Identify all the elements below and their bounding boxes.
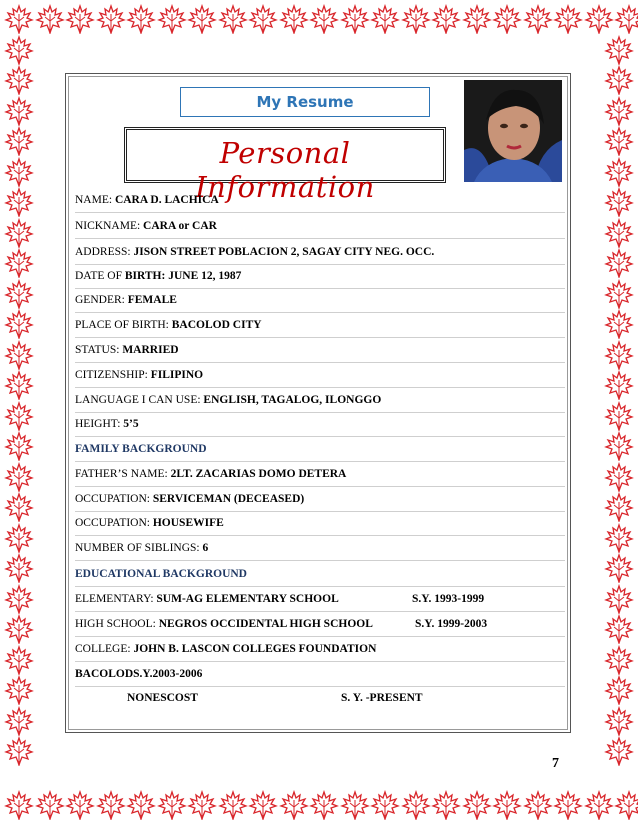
field-value: CARA D. LACHICA <box>114 194 219 206</box>
field-nonescost <box>75 686 565 710</box>
field-label: STATUS: <box>75 344 123 356</box>
maple-leaf-icon <box>248 790 278 820</box>
maple-leaf-icon <box>614 790 638 820</box>
maple-leaf-icon <box>4 35 34 65</box>
maple-leaf-icon <box>35 4 65 34</box>
maple-leaf-icon <box>370 790 400 820</box>
maple-leaf-icon <box>4 65 34 95</box>
maple-leaf-icon <box>401 4 431 34</box>
field-label: ELEMENTARY: <box>75 593 157 605</box>
maple-leaf-icon <box>604 736 634 766</box>
maple-leaf-icon <box>604 401 634 431</box>
school-year: S.Y. 1999-2003 <box>415 618 488 630</box>
maple-leaf-icon <box>604 462 634 492</box>
field-value: MARRIED <box>122 344 179 356</box>
maple-leaf-icon <box>604 492 634 522</box>
field-value: 5’5 <box>123 418 139 430</box>
field-value: BACOLODS.Y.2003-2006 <box>75 668 203 680</box>
field-occupation-father <box>75 487 565 512</box>
maple-leaf-icon <box>4 706 34 736</box>
field-citizenship <box>75 363 565 388</box>
maple-leaf-icon <box>604 584 634 614</box>
maple-leaf-icon <box>431 790 461 820</box>
maple-leaf-icon <box>279 4 309 34</box>
field-label: HIGH SCHOOL: <box>75 618 159 630</box>
field-value: HOUSEWIFE <box>152 517 224 529</box>
maple-leaf-icon <box>604 614 634 644</box>
maple-leaf-icon <box>604 523 634 553</box>
school-year: S.Y. 1993-1999 <box>412 593 485 605</box>
maple-leaf-icon <box>35 790 65 820</box>
maple-leaf-icon <box>492 4 522 34</box>
maple-leaf-icon <box>187 4 217 34</box>
maple-leaf-icon <box>584 790 614 820</box>
field-label: OCCUPATION: <box>75 517 153 529</box>
maple-leaf-icon <box>492 790 522 820</box>
maple-leaf-icon <box>604 431 634 461</box>
maple-leaf-icon <box>462 4 492 34</box>
maple-leaf-icon <box>604 340 634 370</box>
field-status <box>75 338 565 363</box>
field-label: HEIGHT: <box>75 418 124 430</box>
field-value: BIRTH: JUNE 12, 1987 <box>124 270 242 282</box>
field-value: NONESCOST <box>127 692 198 704</box>
field-value: ENGLISH, TAGALOG, ILONGGO <box>203 394 382 406</box>
maple-leaf-icon <box>604 187 634 217</box>
field-fathers-name <box>75 462 565 487</box>
field-value: SUM-AG ELEMENTARY SCHOOL <box>156 593 339 605</box>
maple-leaf-icon <box>604 706 634 736</box>
maple-leaf-icon <box>604 35 634 65</box>
maple-leaf-icon <box>604 157 634 187</box>
field-label: OCCUPATION: <box>75 493 153 505</box>
field-number-of-siblings <box>75 536 565 561</box>
field-elementary <box>75 587 565 612</box>
field-address <box>75 240 565 265</box>
field-label: DATE OF <box>75 270 125 282</box>
maple-leaf-icon <box>4 790 34 820</box>
field-value: BACOLOD CITY <box>171 319 262 331</box>
maple-leaf-icon <box>126 4 156 34</box>
educational-background-heading: EDUCATIONAL BACKGROUND <box>75 562 565 587</box>
field-label: NUMBER OF SIBLINGS: <box>75 542 203 554</box>
maple-leaf-icon <box>4 462 34 492</box>
maple-leaf-icon <box>431 4 461 34</box>
field-value: 2LT. ZACARIAS DOMO DETERA <box>170 468 347 480</box>
maple-leaf-icon <box>4 96 34 126</box>
maple-leaf-icon <box>604 645 634 675</box>
maple-leaf-icon <box>584 4 614 34</box>
maple-leaf-icon <box>218 790 248 820</box>
maple-leaf-icon <box>523 4 553 34</box>
field-value: JOHN B. LASCON COLLEGES FOUNDATION <box>133 643 377 655</box>
profile-photo <box>464 80 562 182</box>
maple-leaf-icon <box>604 126 634 156</box>
maple-leaf-icon <box>523 790 553 820</box>
field-name <box>75 188 565 213</box>
maple-leaf-icon <box>157 4 187 34</box>
maple-leaf-icon <box>604 248 634 278</box>
field-label: GENDER: <box>75 294 128 306</box>
maple-leaf-icon <box>4 279 34 309</box>
maple-leaf-icon <box>4 584 34 614</box>
field-label: ADDRESS: <box>75 246 134 258</box>
maple-leaf-icon <box>604 309 634 339</box>
maple-leaf-icon <box>604 279 634 309</box>
family-background-heading: FAMILY BACKGROUND <box>75 437 565 462</box>
maple-leaf-icon <box>4 370 34 400</box>
field-college <box>75 637 565 662</box>
maple-leaf-icon <box>187 790 217 820</box>
maple-leaf-icon <box>4 187 34 217</box>
field-nickname <box>75 214 565 239</box>
maple-leaf-icon <box>309 4 339 34</box>
maple-leaf-icon <box>279 790 309 820</box>
maple-leaf-icon <box>65 790 95 820</box>
maple-leaf-icon <box>4 736 34 766</box>
field-value: SERVICEMAN (DECEASED) <box>152 493 305 505</box>
field-date-of-birth <box>75 264 565 289</box>
maple-leaf-icon <box>65 4 95 34</box>
maple-leaf-icon <box>4 4 34 34</box>
field-college-line2 <box>75 662 565 687</box>
page-number: 7 <box>552 756 559 771</box>
field-value: 6 <box>202 542 209 554</box>
field-place-of-birth <box>75 313 565 338</box>
field-label: FATHER’S NAME: <box>75 468 171 480</box>
maple-leaf-icon <box>4 645 34 675</box>
field-label: COLLEGE: <box>75 643 134 655</box>
maple-leaf-icon <box>370 4 400 34</box>
maple-leaf-icon <box>157 790 187 820</box>
maple-leaf-icon <box>4 401 34 431</box>
field-label: NICKNAME: <box>75 220 144 232</box>
maple-leaf-icon <box>604 675 634 705</box>
personal-information-heading: Personal Information <box>195 136 375 204</box>
school-year: S. Y. -PRESENT <box>341 692 423 704</box>
maple-leaf-icon <box>614 4 638 34</box>
field-height <box>75 412 565 437</box>
maple-leaf-icon <box>401 790 431 820</box>
maple-leaf-icon <box>4 248 34 278</box>
maple-leaf-icon <box>309 790 339 820</box>
maple-leaf-icon <box>4 340 34 370</box>
maple-leaf-icon <box>4 126 34 156</box>
resume-title: My Resume <box>180 87 430 117</box>
maple-leaf-icon <box>604 553 634 583</box>
maple-leaf-icon <box>4 523 34 553</box>
maple-leaf-icon <box>604 370 634 400</box>
maple-leaf-icon <box>126 790 156 820</box>
field-value: FILIPINO <box>150 369 204 381</box>
maple-leaf-icon <box>4 309 34 339</box>
field-language <box>75 388 565 413</box>
maple-leaf-icon <box>4 157 34 187</box>
maple-leaf-icon <box>248 4 278 34</box>
maple-leaf-icon <box>462 790 492 820</box>
maple-leaf-icon <box>604 65 634 95</box>
maple-leaf-icon <box>4 553 34 583</box>
maple-leaf-icon <box>218 4 248 34</box>
maple-leaf-icon <box>340 4 370 34</box>
maple-leaf-icon <box>4 492 34 522</box>
field-high-school <box>75 612 565 637</box>
maple-leaf-icon <box>553 790 583 820</box>
field-value: FEMALE <box>127 294 177 306</box>
maple-leaf-icon <box>604 218 634 248</box>
field-gender <box>75 288 565 313</box>
field-label: PLACE OF BIRTH: <box>75 319 172 331</box>
maple-leaf-icon <box>96 4 126 34</box>
maple-leaf-icon <box>96 790 126 820</box>
field-value: NEGROS OCCIDENTAL HIGH SCHOOL <box>158 618 373 630</box>
maple-leaf-icon <box>4 675 34 705</box>
field-label: LANGUAGE I CAN USE: <box>75 394 204 406</box>
field-label: CITIZENSHIP: <box>75 369 151 381</box>
field-label: NAME: <box>75 194 115 206</box>
maple-leaf-icon <box>4 431 34 461</box>
maple-leaf-icon <box>604 96 634 126</box>
field-occupation-mother <box>75 511 565 536</box>
maple-leaf-icon <box>553 4 583 34</box>
field-value: CARA or CAR <box>143 220 217 232</box>
maple-leaf-icon <box>4 614 34 644</box>
field-value: JISON STREET POBLACION 2, SAGAY CITY NEG. OCC. <box>133 246 435 258</box>
maple-leaf-icon <box>340 790 370 820</box>
maple-leaf-icon <box>4 218 34 248</box>
